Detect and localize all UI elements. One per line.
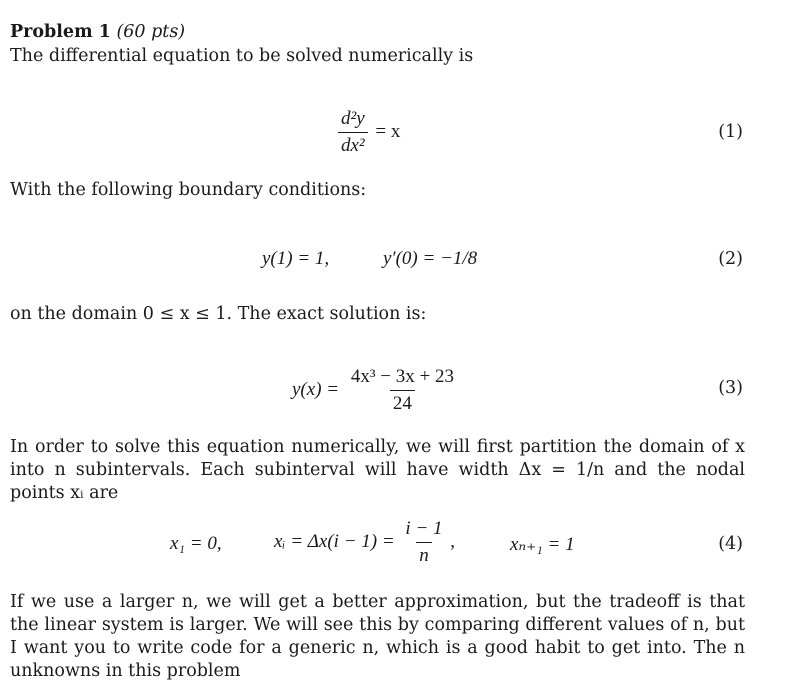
equation-3 bbox=[292, 366, 457, 415]
eq4-middle-lhs: xᵢ = Δx(i − 1) = bbox=[274, 530, 395, 552]
eq3-number: (3) bbox=[718, 378, 743, 398]
eq1-denominator: dx² bbox=[338, 132, 368, 157]
eq4-denominator: n bbox=[416, 542, 432, 567]
eq1-numerator: d²y bbox=[341, 108, 365, 129]
eq3-denominator: 24 bbox=[390, 390, 415, 415]
equation-1 bbox=[338, 108, 400, 157]
eq2-condition-1: y(1) = 1, bbox=[262, 248, 330, 269]
intro-text: The differential equation to be solved numerically is bbox=[10, 46, 474, 66]
problem-points: (60 pts) bbox=[116, 22, 186, 42]
eq4-first: x₁ = 0, bbox=[170, 533, 222, 554]
eq4-number: (4) bbox=[718, 534, 743, 554]
bc-intro-text: With the following boundary conditions: bbox=[10, 180, 367, 200]
problem-heading bbox=[10, 22, 185, 42]
eq3-numerator: 4x³ − 3x + 23 bbox=[350, 366, 454, 387]
eq4-comma: , bbox=[450, 530, 456, 552]
eq3-fraction bbox=[348, 366, 457, 415]
eq4-fraction bbox=[402, 518, 445, 567]
equation-4-middle bbox=[274, 518, 455, 567]
eq4-numerator: i − 1 bbox=[405, 518, 443, 539]
eq2-number: (2) bbox=[718, 249, 743, 269]
eq1-rhs: = x bbox=[375, 120, 401, 142]
partition-paragraph: In order to solve this equation numerically, we will first partition the domain of x into n subintervals. Each subinterval will have width Δx = 1/n and the nodal points xᵢ are bbox=[10, 437, 745, 503]
problem-label: Problem 1 bbox=[10, 22, 111, 42]
eq2-condition-2: y′(0) = −1/8 bbox=[383, 248, 478, 269]
eq4-last: xₙ₊₁ = 1 bbox=[510, 534, 575, 555]
domain-text: on the domain 0 ≤ x ≤ 1. The exact solution is: bbox=[10, 304, 427, 324]
eq3-lhs: y(x) = bbox=[292, 378, 340, 400]
closing-paragraph: If we use a larger n, we will get a better approximation, but the tradeoff is that the linear system is larger. We will see this by comparing different values of n, but I want you to write code for a generic n, which is a good habit to get into. The n unknowns in this problem bbox=[10, 592, 745, 681]
eq1-number: (1) bbox=[718, 122, 743, 142]
eq1-fraction bbox=[338, 108, 368, 157]
